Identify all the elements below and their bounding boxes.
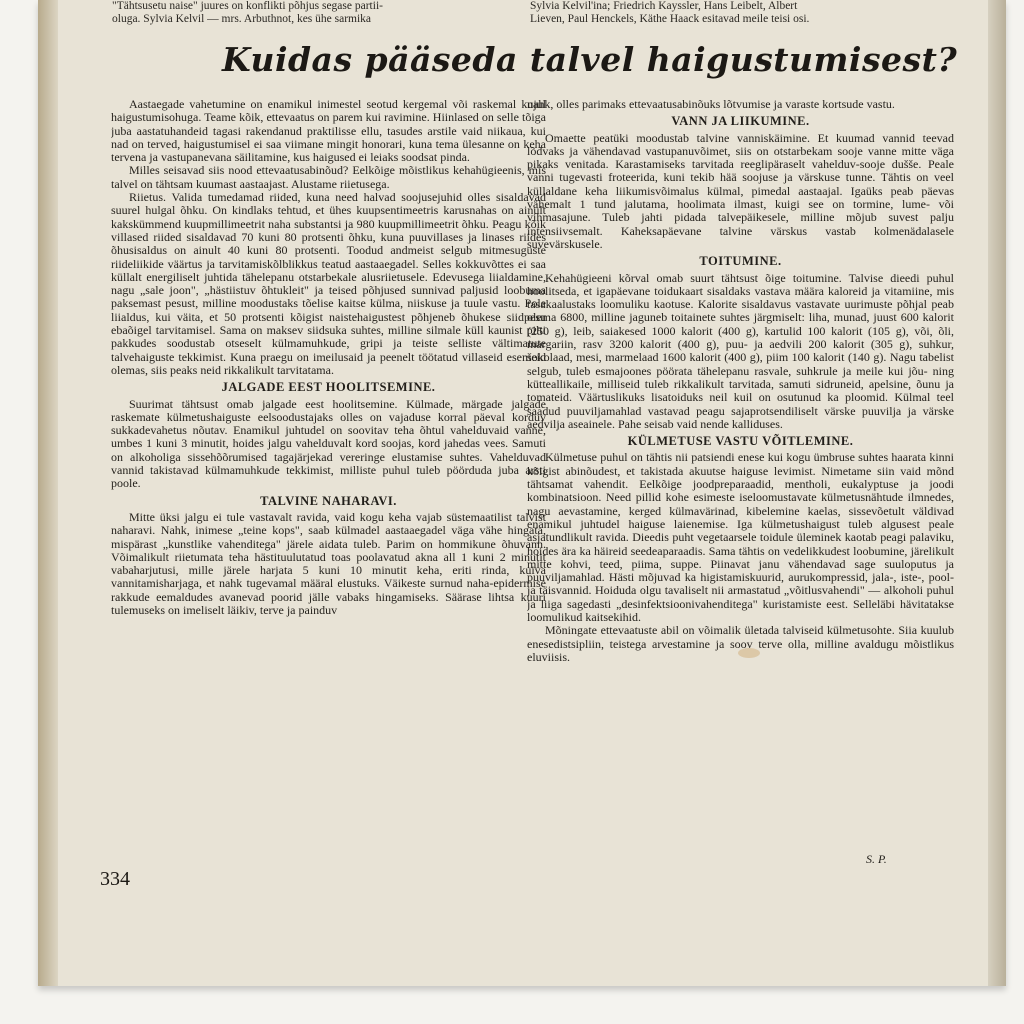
paragraph: Riietus. Valida tumedamad riided, kuna need halvad soojusejuhid olles sisaldavad suurel hulgal õhku. On kindlaks tehtud, et ühes kuupsentimeetris karusnahas on ainult kakskümmend kuupmillimeetrit naha substantsi ja 980 kuupmillimeetrit õhku. Peagu kõik villased riided sisaldavad 70 kuni 80 protsenti õhku, kuna puuvillases ja linases riides õhusisaldus on ainult 40 kuni 80 protsenti. Toodud andmeist selgub mitmesuguste riideliikide väärtus ja tarvitamiskõlblikkus teatud aastaaegadel. Selles kokkuvõttes ei saa küllalt energiliselt juhtida tähelepanu otstarbekale alusriietusele. Edevusega liialdamine, nagu „sale joon", „hästiistuv õhtukleit" ja teised põhjused sunnivad paljusid loobuma paksemast pesust, milline moodustaks tõelise kaitse külma, niiskuse ja tuule vastu. Pole liialdus, kui väita, et 50 protsenti kõigist naistehaigustest põhjeneb õhukese siidpesu ebaõigel tarvitamisel. Sama on maksev siidsuka suhtes, milline silmale küll kaunist pilti pakkudes soodustab otseselt külmamuhkude, gripi ja teiste selliste vältimatute talvehaiguste tekkimist. Kuna praegu on imeilusaid ja peenelt töötatud villaseid esemeid olemas, siis peaks neid rikkalikult tarvitatama.	[111, 190, 546, 377]
paragraph: Mitte üksi jalgu ei tule vastavalt ravida, vaid kogu keha vajab süstemaatilist talvist naharavi. Nahk, inimese „teine kops", saab külmadel aastaaegadel väga vähe hingata, mispärast „kunstlike vahenditega" järele aidata tuleb. Parim on hommikune õhuvann. Võimalikult riietumata teha hästituulutatud toas poolavatud akna all 1 kuni 2 minutit vabaharjutusi, mille järele harjata 5 kuni 10 minutit keha, eriti rinda, kuiva vannitamisharjaga, et nahk tugevamal määral elustuks. Väikeste surnud naha-epidermise rakkude eemaldudes avanevad poorid jälle vabaks hingamiseks. Säärase lihtsa kuuri tulemuseks on imeliselt läikiv, terve ja painduv	[111, 509, 546, 617]
article-title: Kuidas pääseda talvel haigustumisest?	[222, 40, 958, 79]
paragraph: Kehahügieeni kõrval omab suurt tähtsust õige toitumine. Talvise dieedi puhul hoolitseda, et igapäevane toidukaart sisaldaks vastava määra kaloreid ja vitamiine, mis tasakaalustaks loomuliku kaotuse. Kalorite sisaldavus vastavate uurimuste põhjal peab olema 6800, milline jaguneb toitainete suhtes järgmiselt: liha, munad, juust 600 kalorit (250 g), leib, saiakesed 1000 kalorit (400 g), kartulid 100 kalorit (105 g), või, õli, margariin, rasv 3200 kalorit (400 g), puu- ja aedvili 200 kalorit (305 g), suhkur, šokolaad, mesi, marmelaad 1600 kalorit (400 g), piim 100 kalorit (140 g). Nagu tabelist selgub, tuleb esmajoones pöörata tähelepanu rasvale, suhkrule ja meile kui jõu- ning kütteallikaile, milliseid tuleb rikkalikult tarvitada, samuti sidruneid, apelsine, õunu ja tomateid. Väärtuslikuks lisatoiduks neil kuil on osutunud ka ploomid. Külmal teel saadud puuviljamahlad vastavad peagu sajaprotsendiliselt värske puuvilja ja värske aedvilja aseainele. Pahe seisab vaid nende kalliduses.	[527, 270, 954, 431]
article-column-left	[111, 98, 546, 868]
snippet-line: oluga. Sylvia Kelvil — mrs. Arbuthnot, kes ühe sarmika	[112, 13, 372, 25]
section-heading-feet: JALGADE EEST HOOLITSEMINE.	[221, 380, 436, 395]
paragraph: Aastaegade vahetumine on enamikul inimestel seotud kergemal või raskemal kujul haigustumisohuga. Teame kõik, ettevaatus on parem kui ravimine. Hiinlased on selle tõiga juba aastatuhandeid tagasi rakendanud praktilisse ellu, tasudes arstile vaid niikaua, kui nad on terved, haigustumisel ei saa viimane mingit honorari, kuna tema ülesanne on keha tervena ja vastupanevana säilitamine, kus haigused ei leiaks soodsat pinda.	[111, 98, 546, 165]
article-column-right	[527, 98, 954, 868]
section-heading-bath: VANN JA LIIKUMINE.	[671, 114, 810, 129]
snippet-line: Lieven, Paul Henckels, Käthe Haack esitavad meile teisi osi.	[530, 13, 810, 25]
previous-article-snippet-right	[530, 0, 950, 26]
section-heading-cold: KÜLMETUSE VASTU VÕITLEMINE.	[627, 434, 854, 449]
paragraph: Milles seisavad siis nood ettevaatusabinõud? Eelkõige mõistlikus kehahügieenis, mis talvel on tähtsam kuumast aastaajast. Alustame riietusega.	[111, 163, 546, 191]
section-heading-skin: TALVINE NAHARAVI.	[260, 493, 397, 508]
paragraph: nahk, olles parimaks ettevaatusabinõuks lõtvumise ja varaste kortsude vastu.	[527, 98, 895, 111]
paragraph: Mõningate ettevaatuste abil on võimalik ületada talviseid külmetusohte. Siia kuulub enesedistsipliin, teistega arvestamine ja soov terve olla, milline avaldugu mõistlikus eluviisis.	[527, 623, 954, 664]
snippet-line: "Tähtsusetu naise" juures on konflikti põhjus segase partii-	[112, 0, 383, 12]
paragraph: Omaette peatüki moodustab talvine vanniskäimine. Et kuumad vannid teevad lõdvaks ja vähendavad vastupanuvõimet, siis on otstarbekam sooje vanne mitte väga pikaks venitada. Karastamiseks tarvitada reeglipäraselt vahelduv-sooje dušše. Peale vanni tugevasti froteerida, kuni tekib hää soojuse ja värskuse tunne. Tähtis on veel küllaldane keha liikumisvõimalus külmal, pimedal aastaajal. Igaüks peab päevas vähemalt 1 tund jalutama, hoolimata ilmast, kuigi see on tormine, lume- või vihmasajune. Tuleb jahti pidada talvepäikesele, milline mõjub suvest palju intensiivsemalt. Kaheksapäevane talvine värskus vastab kolmenädalasele suvevärskusele.	[527, 130, 954, 251]
paragraph: Külmetuse puhul on tähtis nii patsiendi enese kui kogu ümbruse suhtes haarata kinni kõigist abinõudest, et takistada akuutse haiguse levimist. Nimetame siin vaid mõnd tähtsamat vahendit. Eelkõige joodpreparaadid, mentholi, eukalyptuse ja joodi kombinatsioon. Need pillid kohe esimeste iseloomustavate külmetusnähtude ilmnedes, nagu aevastamine, kerged külmavärinad, kibelemine kaelas, sissevõetult väldivad enamikul juhtudel haiguse laienemise. Iga külmetushaigust tuleb algusest peale asjatundlikult ravida. Dieedis puht vegetaarsele toidule üleminek kaotab peagi palaviku, hoides ära ka häireid seedeaparaadis. Sama tähtis on vedelikkudest loobumine, järelikult mitte kohvi, teed, piima, suppe. Piinavat janu vähendavad sage suuloputus ja puuviljamahlad. Hästi mõjuvad ka higistamiskuurid, aurukompressid, jala-, iste-, pool- ja täisvannid. Hoiduda olgu tavaliselt nii armastatud „võitlusvahendi" — alkoholi puhul ja liiga sagedasti „desinfektsioonivahenditega" kuristamiste eest. Selleläbi hävitatakse loomulikud kaitsekihid.	[527, 450, 954, 624]
page-spine	[38, 0, 58, 986]
author-signature: S. P.	[866, 852, 887, 866]
snippet-line: Sylvia Kelvil'ina; Friedrich Kayssler, Hans Leibelt, Albert	[530, 0, 798, 12]
previous-article-snippet-left	[112, 0, 552, 26]
section-heading-food: TOITUMINE.	[699, 254, 782, 269]
page-gutter	[988, 0, 1006, 986]
page-number: 334	[100, 868, 130, 890]
paragraph: Suurimat tähtsust omab jalgade eest hoolitsemine. Külmade, märgade jalgade raskemate külmetushaiguste eelsoodustajaks olles on vajaduse korral päeval korduv sukkadevahetus nõutav. Enamikul juhtudel on soovitav teha õhtul vahelduvaid vanne, umbes 1 kuni 3 minutit, hoides jalgu vahelduvalt kord soojas, kord jahedas vees. Samuti on alkoholiga sissehõõrumised tagajärjekad vereringe elustamise suhtes. Vahelduvad vannid takistavad külmamuhkude tekkimist, milliste puhul tuleb pöörduda juba arsti poole.	[111, 396, 546, 491]
